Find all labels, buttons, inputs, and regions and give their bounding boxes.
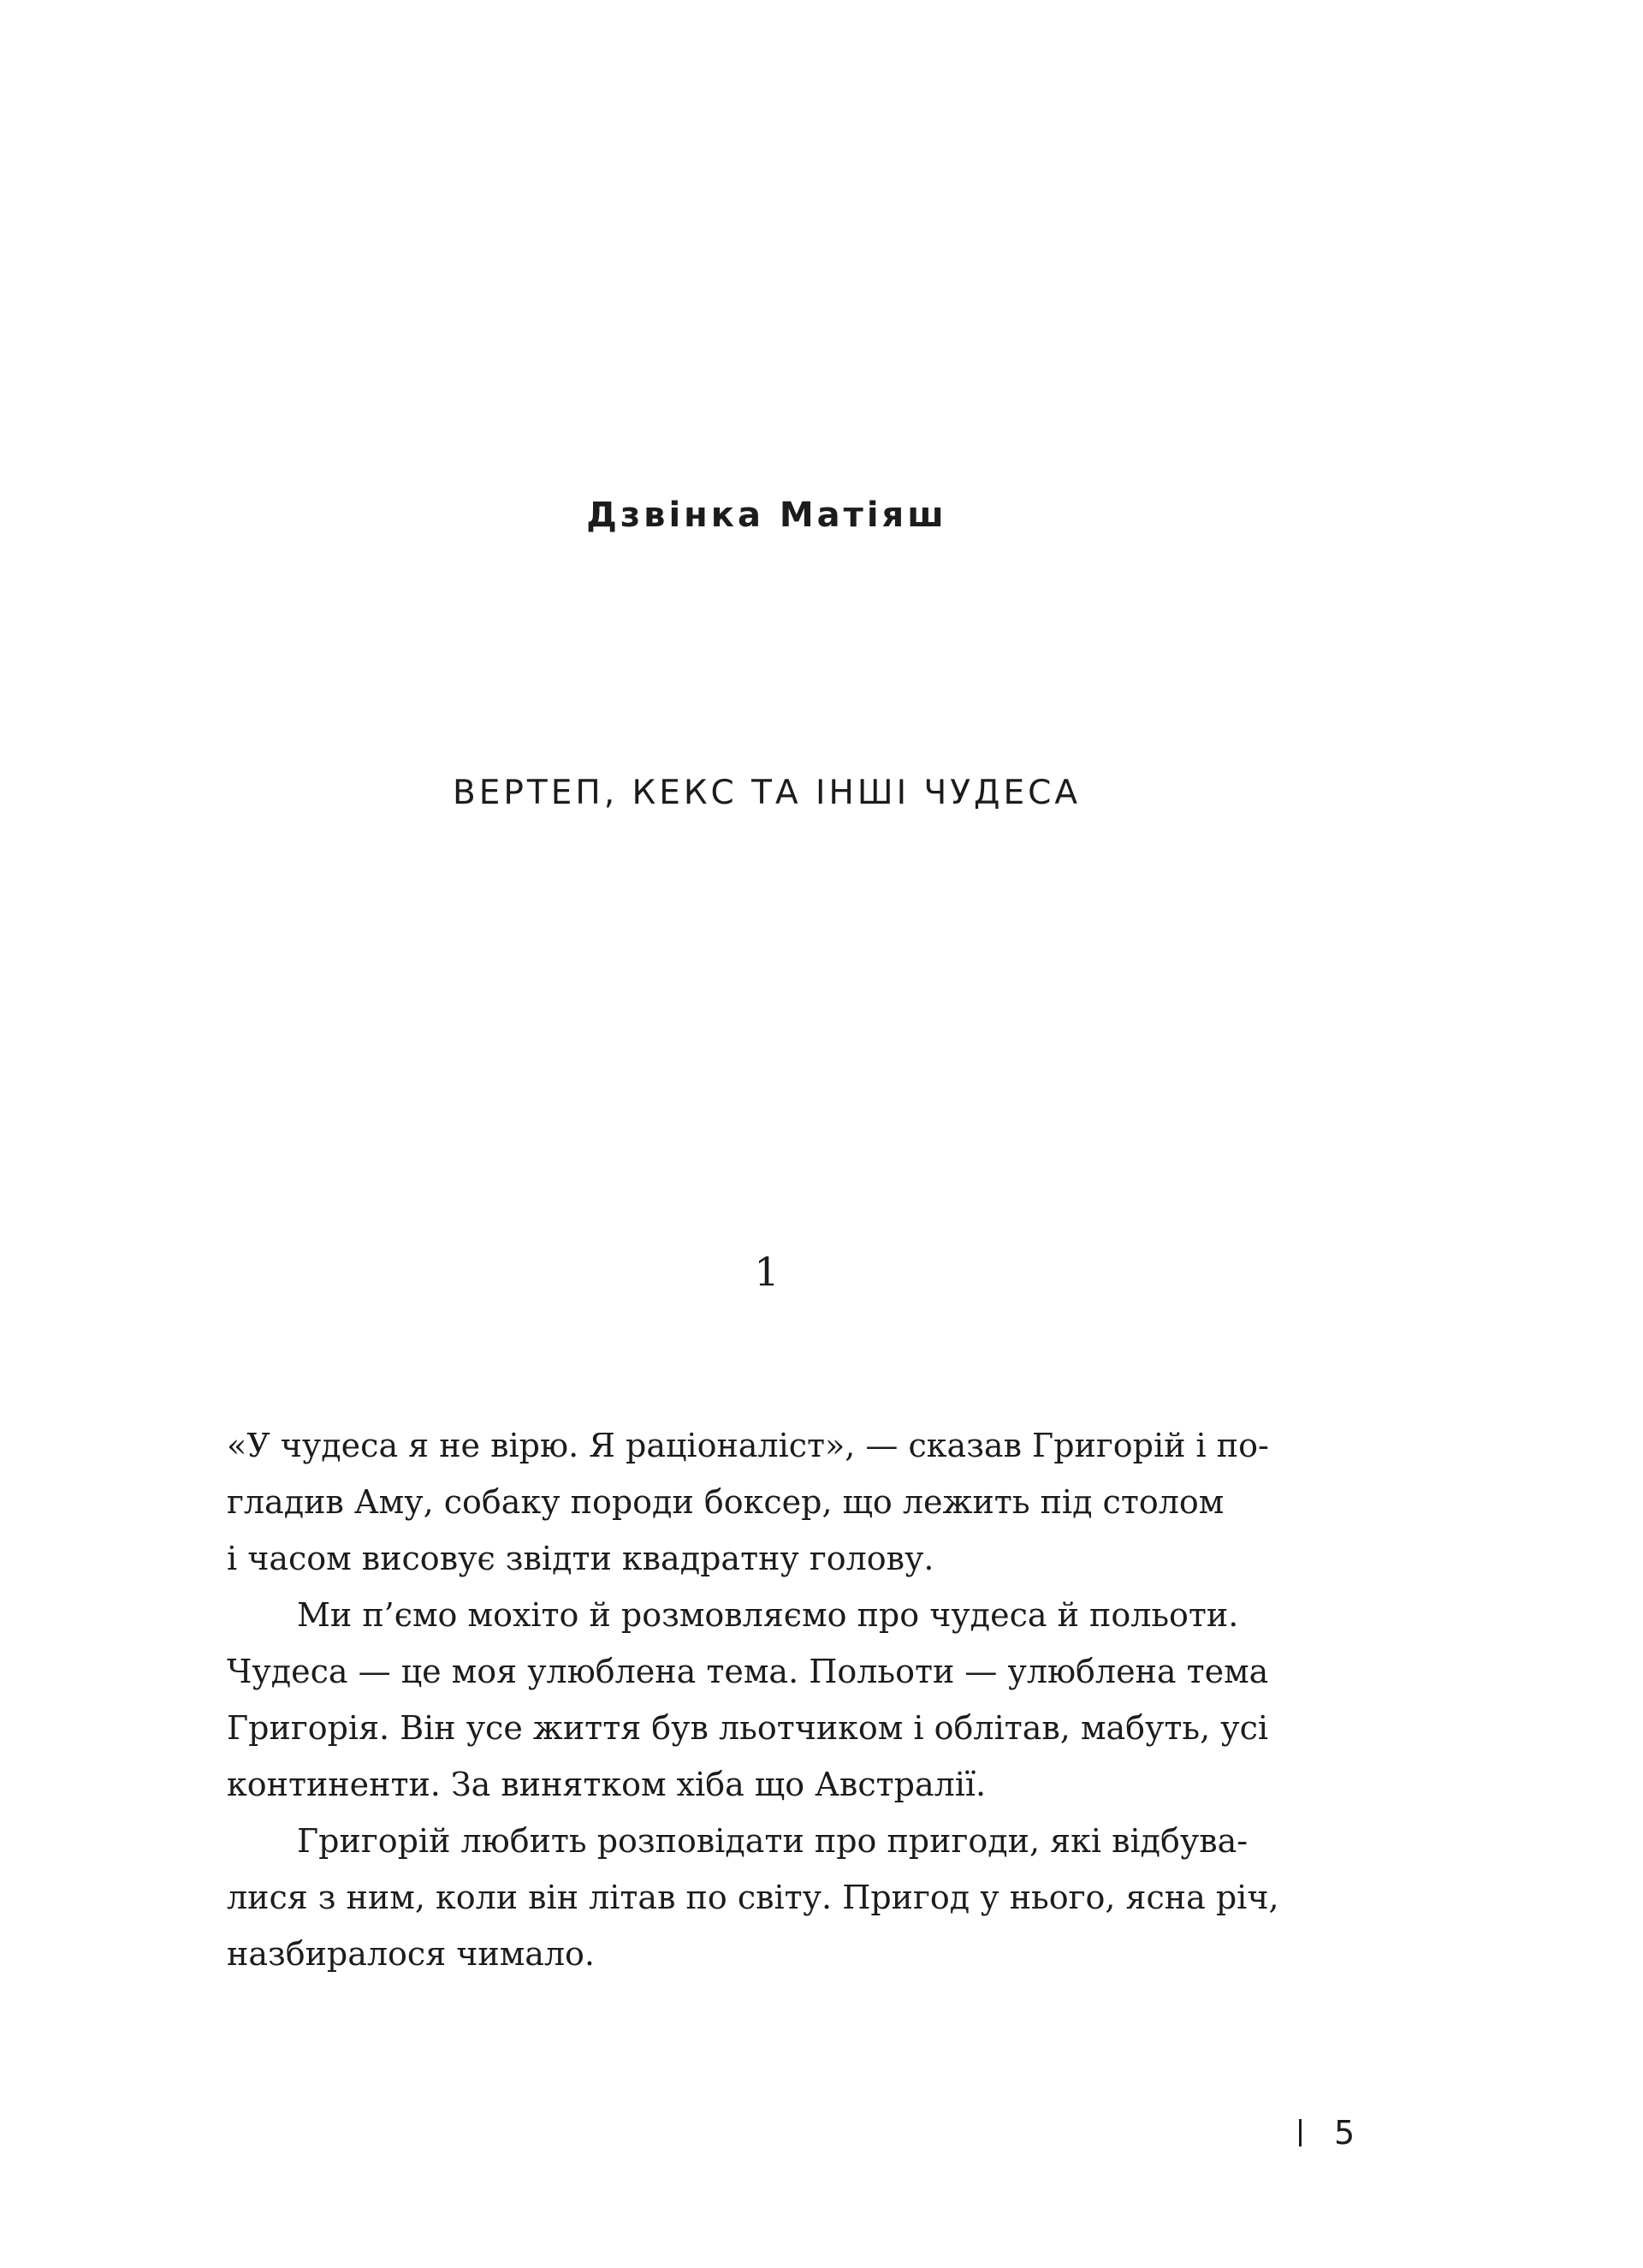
text-line: Григорій любить розповідати про пригоди, які відбува- (297, 1822, 1249, 1860)
paragraph-2 (227, 1587, 1309, 1813)
page-folio (1299, 2107, 1355, 2158)
text-line: «У чудеса я не вірю. Я раціоналіст», — сказав Григорій і по- (227, 1427, 1269, 1464)
text-line: Григорія. Він усе життя був льотчиком і облітав, мабуть, усі (227, 1709, 1269, 1747)
folio-divider (1299, 2119, 1302, 2146)
text-line: назбиралося чимало. (227, 1935, 596, 1973)
page-number: 5 (1334, 2114, 1355, 2152)
paragraph-1 (227, 1417, 1309, 1587)
text-line: Ми п’ємо мохіто й розмовляємо про чудеса й польоти. (297, 1596, 1239, 1634)
text-line: Чудеса — це моя улюблена тема. Польоти — улюблена тема (227, 1653, 1269, 1690)
author-name: Дзвінка Матіяш (586, 496, 947, 535)
story-title: ВЕРТЕП, КЕКС ТА ІНШІ ЧУДЕСА (453, 774, 1081, 812)
text-line: континенти. За винятком хіба що Австралії. (227, 1766, 987, 1803)
text-line: і часом висовує звідти квадратну голову. (227, 1540, 934, 1577)
body-text (227, 1417, 1309, 1982)
chapter-number: 1 (754, 1249, 780, 1295)
text-line: гладив Аму, собаку породи боксер, що лежить під столом (227, 1483, 1225, 1521)
text-line: лися з ним, коли він літав по світу. Пригод у нього, ясна річ, (227, 1879, 1279, 1916)
paragraph-3 (227, 1813, 1309, 1982)
